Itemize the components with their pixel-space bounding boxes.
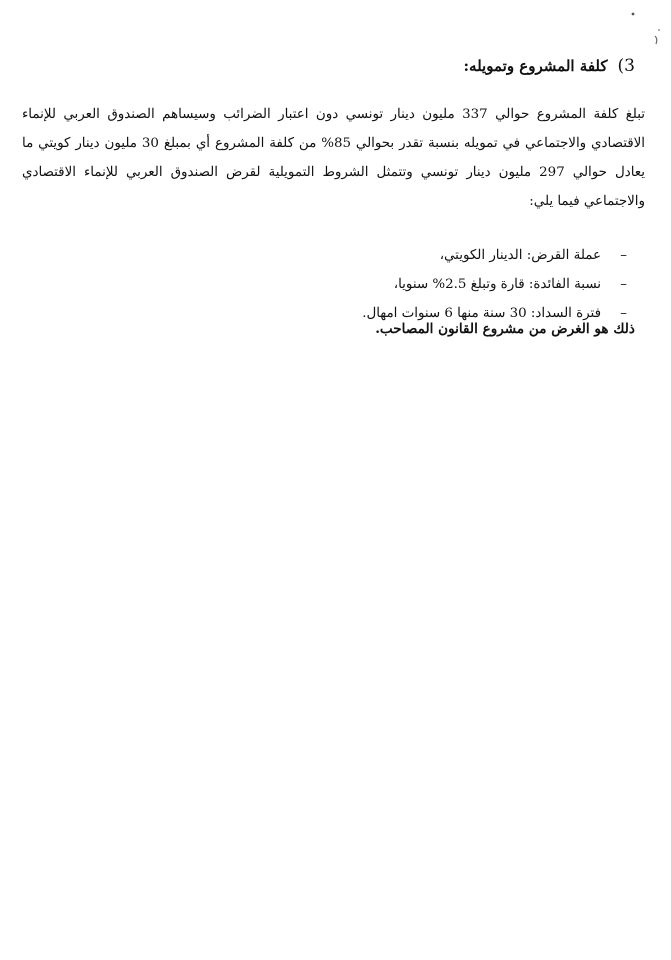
list-item xyxy=(362,241,627,270)
list-item-text: عملة القرض: الدينار الكويتي، xyxy=(439,248,601,263)
body-paragraph: تبلغ كلفة المشروع حوالي 337 مليون دينار تونسي دون اعتبار الضرائب وسيساهم الصندوق العربي للإنماء الاقتصادي والاجتماعي في تمويله بنسبة تقدر بحوالي 85% من كلفة المشروع أي بمبلغ 30 مليون دينار كويتي ما يعادل حوالي 297 مليون دينار تونسي وتتمثل الشروط التمويلية لقرض الصندوق العربي للإنماء الاقتصادي والاجتماعي فيما يلي: xyxy=(22,107,646,209)
list-dash: – xyxy=(620,277,627,292)
list-dash: – xyxy=(620,306,627,321)
section-number: 3) xyxy=(617,56,635,76)
scan-artifact-marks xyxy=(625,8,665,48)
financing-terms-list xyxy=(362,241,627,328)
list-item-text: نسبة الفائدة: قارة وتبلغ 2.5% سنويا، xyxy=(393,277,601,292)
list-item xyxy=(362,270,627,299)
closing-statement: ذلك هو الغرض من مشروع القانون المصاحب. xyxy=(375,321,635,337)
list-dash: – xyxy=(620,248,627,263)
list-item-text: فترة السداد: 30 سنة منها 6 سنوات امهال. xyxy=(362,306,601,321)
section-heading xyxy=(464,56,635,76)
section-title: كلفة المشروع وتمويله: xyxy=(463,57,608,75)
